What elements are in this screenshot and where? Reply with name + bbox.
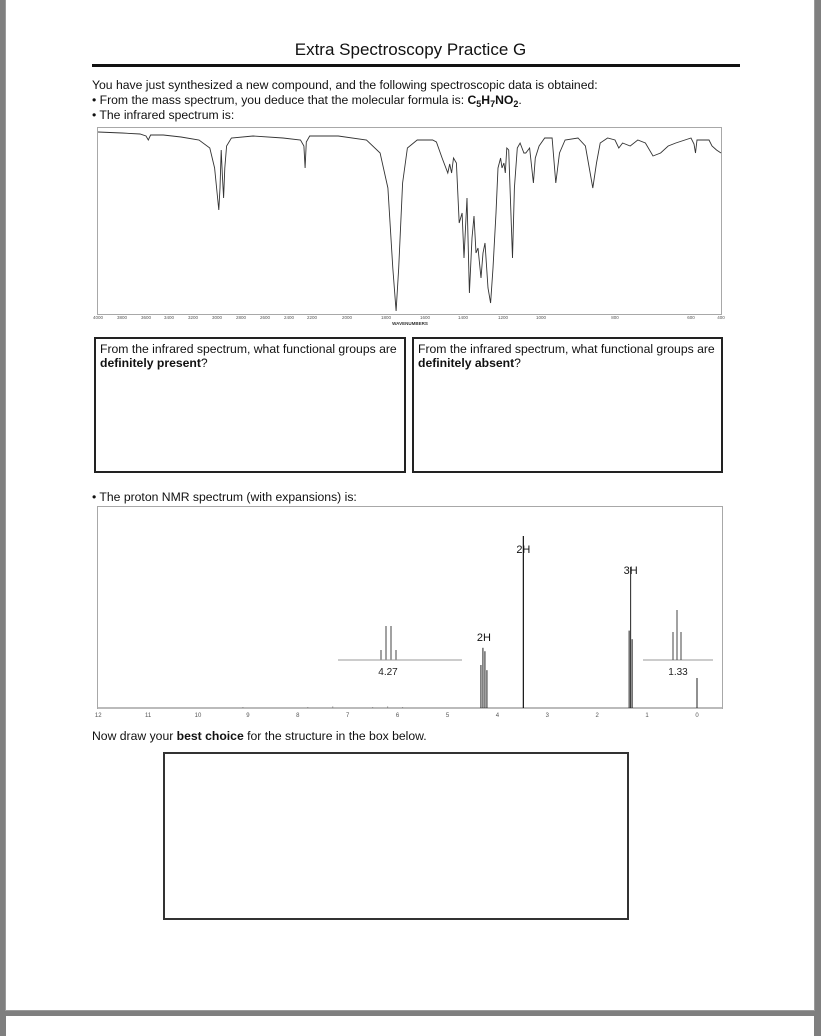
functional-groups-present-box[interactable]: From the infrared spectrum, what functional groups are definitely present? bbox=[94, 337, 406, 473]
expansion-label-4-27: 4.27 bbox=[378, 667, 398, 678]
nmr-x-tick-label: 12 bbox=[94, 713, 102, 719]
ir-spectrum-chart bbox=[92, 127, 725, 326]
ir-x-tick-label: 1600 bbox=[419, 315, 431, 320]
intro-line-3: • The infrared spectrum is: bbox=[92, 108, 235, 122]
ir-x-tick-label: 3600 bbox=[140, 315, 152, 320]
molecular-formula: $C_5H_7NO_2$ bbox=[467, 93, 519, 109]
draw-caption: Now draw your best choice for the structure in the box below. bbox=[92, 729, 427, 743]
nmr-x-tick-label: 4 bbox=[495, 713, 500, 719]
ir-x-tick-label: 4000 bbox=[92, 315, 104, 320]
ir-x-tick-label: 2800 bbox=[235, 315, 247, 320]
ir-x-tick-label: 400 bbox=[717, 315, 725, 320]
ir-x-tick-label: 3000 bbox=[211, 315, 223, 320]
structure-drawing-box[interactable] bbox=[163, 752, 629, 920]
ir-x-tick-label: 800 bbox=[611, 315, 619, 320]
nmr-caption: • The proton NMR spectrum (with expansions) is: bbox=[92, 490, 357, 504]
nmr-x-tick-label: 0 bbox=[695, 713, 699, 719]
functional-groups-absent-box[interactable]: From the infrared spectrum, what functional groups are definitely absent? bbox=[412, 337, 723, 473]
nmr-x-tick-label: 11 bbox=[144, 713, 152, 719]
next-page-edge bbox=[6, 1016, 814, 1036]
ir-x-tick-label: 1800 bbox=[380, 315, 392, 320]
ir-x-tick-label: 3200 bbox=[187, 315, 199, 320]
ir-spectrum-plot bbox=[92, 128, 725, 328]
nmr-spectrum-plot bbox=[94, 507, 722, 722]
nmr-x-tick-label: 7 bbox=[346, 713, 350, 719]
expansion-label-1-33: 1.33 bbox=[668, 667, 688, 678]
ir-x-tick-label: 2000 bbox=[341, 315, 353, 320]
nmr-x-tick-label: 9 bbox=[246, 713, 250, 719]
ir-x-tick-label: 600 bbox=[687, 315, 695, 320]
integration-label-singlet: 2H bbox=[516, 544, 531, 556]
nmr-x-tick-label: 2 bbox=[595, 713, 599, 719]
nmr-x-tick-label: 1 bbox=[645, 713, 649, 719]
ir-x-tick-label: 2200 bbox=[306, 315, 318, 320]
integration-label-triplet: 3H bbox=[623, 565, 638, 577]
nmr-spectrum-chart bbox=[94, 506, 723, 719]
page-title: Extra Spectroscopy Practice G bbox=[294, 40, 527, 59]
ir-x-tick-label: 3800 bbox=[116, 315, 128, 320]
ir-x-tick-label: 1400 bbox=[457, 315, 469, 320]
nmr-x-tick-label: 10 bbox=[194, 713, 202, 719]
nmr-x-tick-label: 3 bbox=[545, 713, 549, 719]
ir-trace bbox=[98, 132, 721, 311]
title-divider bbox=[92, 64, 740, 67]
ir-x-tick-label: 1200 bbox=[497, 315, 509, 320]
integration-label-quartet: 2H bbox=[476, 632, 491, 644]
intro-line-2: • From the mass spectrum, you deduce that the molecular formula is: $C_5H_7NO_2$. bbox=[92, 93, 522, 109]
ir-x-tick-label: 1000 bbox=[535, 315, 547, 320]
ir-x-tick-label: 3400 bbox=[163, 315, 175, 320]
nmr-x-tick-label: 6 bbox=[395, 713, 400, 719]
intro-line-1: You have just synthesized a new compound, and the following spectroscopic data is obtained: bbox=[92, 78, 598, 92]
ir-x-axis-label: WAVENUMBERS bbox=[392, 321, 428, 326]
ir-x-tick-label: 2600 bbox=[259, 315, 271, 320]
nmr-x-tick-label: 5 bbox=[445, 713, 450, 719]
nmr-x-tick-label: 8 bbox=[296, 713, 300, 719]
intro-text bbox=[92, 78, 598, 123]
ir-x-tick-label: 2400 bbox=[283, 315, 295, 320]
